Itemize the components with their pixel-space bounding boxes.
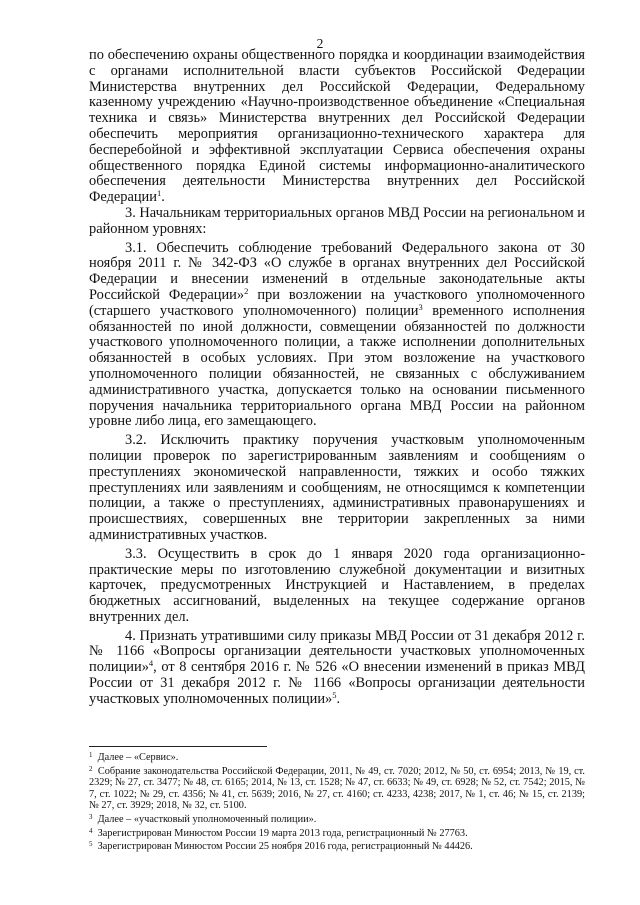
paragraph-item-3-3: 3.3. Осуществить в срок до 1 января 2020 года организационно-практические меры по изготовлению служебной документации и визитных карточек, предусмотренных Инструкцией и Наставлением, в пределах бюджетных ассигнований, выделенных на текущее содержание органов внутренних дел. — [89, 545, 585, 625]
footnote-divider — [89, 746, 267, 747]
footnote-2: 2 Собрание законодательства Российской Федерации, 2011, № 49, ст. 7020; 2012, № 50, ст. 6954; 2013, № 19, ст. 2329; № 27, ст. 3477; № 48, ст. 6165; 2014, № 13, ст. 1528; № 47, ст. 6633; № 49, ст. 6928; № 52, ст. 7542; 2015, № 7, ст. 1022; № 29, ст. 4356; № 41, ст. 5639; 2016, № 27, ст. 4160; ст. 4233, 4238; 2017, № 1, ст. 46; № 15, ст. 2139; № 27, ст. 3929; 2018, № 32, ст. 5100. — [89, 764, 585, 812]
footnote-ref-4: 4 — [148, 658, 154, 669]
document-body — [89, 48, 585, 708]
footnote-3: 3 Далее – «участковый уполномоченный полиции». — [89, 812, 317, 825]
paragraph-item-3-1: 3.1. Обеспечить соблюдение требований Федерального закона от 30 ноября 2011 г. № 342-ФЗ «О службе в органах внутренних дел Российской Федерации и внесении изменений в отдельные законодательные акты Российской Федерации»$^2$ при возложении на участкового уполномоченного (старшего участкового уполномоченного) полиции$^3$ временного исполнения обязанностей по иной должности, совмещении обязанностей по должности участкового уполномоченного полиции, а также исполнении дополнительных обязанностей в особых условиях. При этом возложение на участкового уполномоченного полиции обязанностей, не связанных с обслуживанием административного участка, допускается только на основании письменного поручения начальника территориального органа МВД России на районном уровне либо лица, его замещающего. — [89, 239, 585, 430]
footnotes — [89, 750, 585, 853]
footnote-ref-5: 5 — [332, 689, 337, 700]
paragraph-continuation: по обеспечению охраны общественного порядка и координации взаимодействия с органами исполнительной власти субъектов Российской Федерации Министерства внутренних дел Российской Федерации, Федеральному казенному учреждению «Научно-производственное объединение «Специальная техника и связь» Министерства внутренних дел Российской Федерации обеспечить мероприятия организационно-технического характера для бесперебойной и эффективной эксплуатации Сервиса обеспечения охраны общественного порядка Единой системы информационно-аналитического обеспечения деятельности Министерства внутренних дел Российской Федерации$^1$. — [89, 47, 585, 206]
paragraph-item-3-2: 3.2. Исключить практику поручения участковым уполномоченным полиции проверок по зарегистрированным заявлениям и сообщениям о преступлениях экономической направленности, тяжких и особо тяжких преступлениях или заявлениям и сообщениям, не относящимся к компетенции полиции, а также о преступлениях, административных правонарушениях и происшествиях, совершенных вне территории закрепленных за ними административных участков. — [89, 432, 585, 543]
footnote-ref-1: 1 — [156, 188, 162, 199]
paragraph-item-3: 3. Начальникам территориальных органов МВД России на региональном и районном уровнях: — [89, 204, 585, 237]
footnote-5: 5 Зарегистрирован Минюстом России 25 ноября 2016 года, регистрационный № 44426. — [89, 840, 473, 853]
footnote-ref-3: 3 — [418, 301, 423, 312]
paragraph-item-4: 4. Признать утратившими силу приказы МВД России от 31 декабря 2012 г. № 1166 «Вопросы организации деятельности участковых уполномоченных полиции»$^4$, от 8 сентября 2016 г. № 526 «О внесении изменений в приказ МВД России от 31 декабря 2012 г. № 1166 «Вопросы организации деятельности участковых уполномоченных полиции»$^5$. — [89, 627, 585, 707]
page-number: 2 — [316, 36, 324, 51]
footnote-4: 4 Зарегистрирован Минюстом России 19 марта 2013 года, регистрационный № 27763. — [89, 826, 468, 839]
footnote-ref-2: 2 — [244, 285, 249, 296]
footnote-1: 1 Далее – «Сервис». — [89, 751, 179, 763]
